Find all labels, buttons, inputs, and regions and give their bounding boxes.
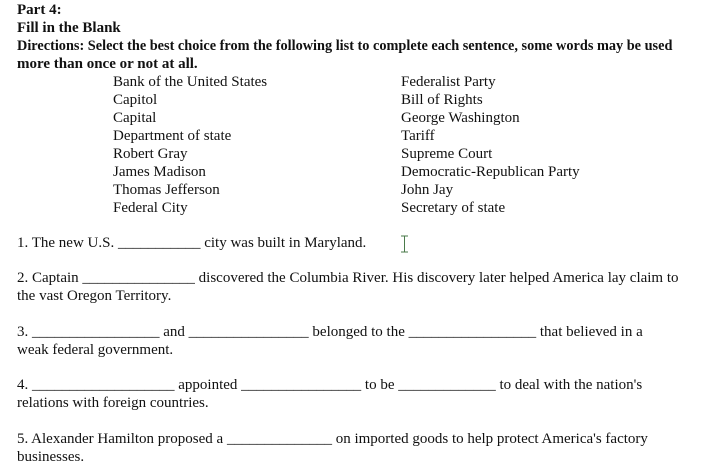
question-4-line-1: 4. ___________________ appointed ________________ to be _____________ to deal with the nation's xyxy=(17,377,643,393)
word-bank-item: Capital xyxy=(113,110,157,126)
question-3-line-1: 3. _________________ and ________________ belonged to the _________________ that believed in a xyxy=(17,324,643,340)
word-bank-item: Secretary of state xyxy=(401,200,506,216)
section-title: Fill in the Blank xyxy=(17,20,121,36)
word-bank-item: George Washington xyxy=(401,110,520,126)
word-bank-item: Capitol xyxy=(113,92,158,108)
question-4 xyxy=(17,376,699,412)
word-bank-item: Tariff xyxy=(401,128,435,144)
question-2 xyxy=(17,269,699,305)
word-bank-item: Federal City xyxy=(113,200,188,216)
word-bank-right-column xyxy=(401,73,580,217)
word-bank-item: Robert Gray xyxy=(113,146,188,162)
word-bank-left-column xyxy=(113,73,267,217)
word-bank-item: Thomas Jefferson xyxy=(113,182,220,198)
question-5 xyxy=(17,430,699,466)
directions-line-1: Directions: Select the best choice from the following list to complete each sentence, some words may be used xyxy=(17,38,673,54)
question-5-line-1: 5. Alexander Hamilton proposed a ______________ on imported goods to help protect America's factory xyxy=(17,431,648,447)
word-bank-item: Democratic-Republican Party xyxy=(401,164,580,180)
word-bank-item: Bill of Rights xyxy=(401,92,483,108)
word-bank-item: James Madison xyxy=(113,164,206,180)
word-bank-item: Supreme Court xyxy=(401,146,493,162)
question-2-line-2: the vast Oregon Territory. xyxy=(17,288,172,304)
question-1-line-1: 1. The new U.S. ___________ city was built in Maryland. xyxy=(17,235,367,251)
word-bank-item: John Jay xyxy=(401,182,454,198)
question-4-line-2: relations with foreign countries. xyxy=(17,395,209,411)
question-3-line-2: weak federal government. xyxy=(17,342,174,358)
directions-line-2: more than once or not at all. xyxy=(17,56,198,72)
word-bank-item: Department of state xyxy=(113,128,232,144)
word-bank-item: Federalist Party xyxy=(401,74,496,90)
word-bank-item: Bank of the United States xyxy=(113,74,268,90)
question-3 xyxy=(17,323,699,359)
question-5-line-2: businesses. xyxy=(17,449,85,465)
part-label: Part 4: xyxy=(17,2,62,18)
text-cursor-icon xyxy=(400,235,409,253)
question-1 xyxy=(17,234,699,252)
question-2-line-1: 2. Captain _______________ discovered the Columbia River. His discovery later helped America lay claim to xyxy=(17,270,679,286)
